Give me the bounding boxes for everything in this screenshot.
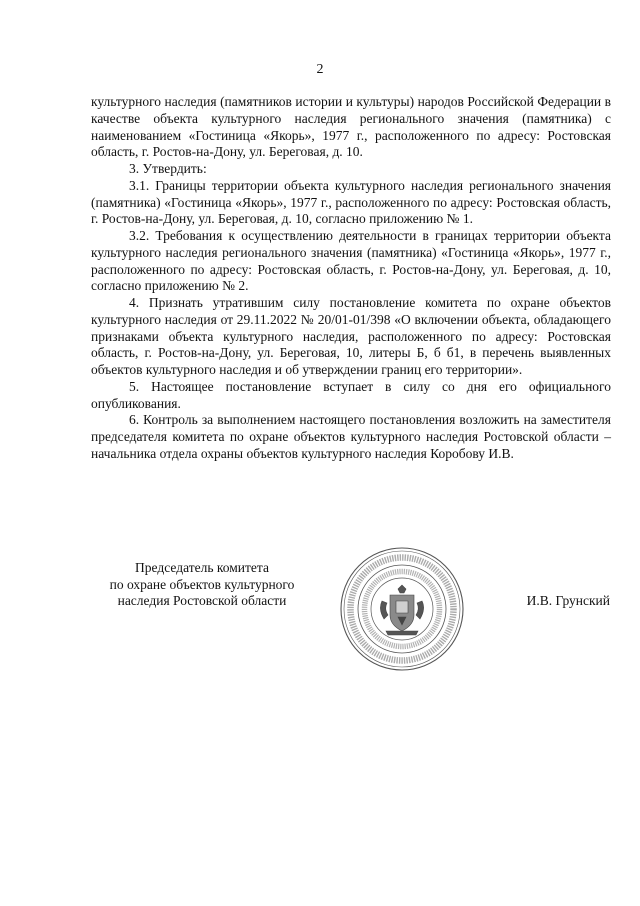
- paragraph-item-3: 3. Утвердить:: [129, 161, 207, 176]
- paragraph-item-3-1: 3.1. Границы территории объекта культурного наследия регионального значения (памятника) «Гостиница «Якорь», 1977 г., расположенного по адресу: Ростовская область, г. Ростов-на-Дону, ул. Береговая, д. 10, согласно приложению № 1.: [91, 177, 611, 227]
- paragraph-item-4: 4. Признать утратившим силу постановление комитета по охране объектов культурного наследия от 29.11.2022 № 20/01-01/398 «О включении объекта, обладающего признаками объекта культурного наследия, расположенного по адресу: Ростовская область, г. Ростов-на-Дону, ул. Береговая, 10, литеры Б, б б1, в перечень выявленных объектов культурного наследия и об утверждении границ его территории».: [91, 295, 611, 377]
- paragraph-item-6: 6. Контроль за выполнением настоящего постановления возложить на заместителя председателя комитета по охране объектов культурного наследия Ростовской области – начальника отдела охраны объектов культурного наследия Коробову И.В.: [91, 412, 611, 461]
- position-line-3: наследия Ростовской области: [117, 593, 287, 608]
- paragraph-item-5: 5. Настоящее постановление вступает в силу со дня его официального опубликования.: [91, 378, 611, 411]
- position-line-1: Председатель комитета: [135, 560, 269, 575]
- signatory-position: [88, 560, 316, 610]
- position-line-2: по охране объектов культурного: [109, 576, 295, 592]
- paragraph-continuation: культурного наследия (памятников истории и культуры) народов Российской Федерации в качестве объекта культурного наследия регионального значения (памятника) с наименованием «Гостиница «Якорь», 1977 г., расположенного по адресу: Ростовская область, г. Ростов-на-Дону, ул. Береговая, д. 10.: [91, 94, 611, 160]
- paragraph-item-3-2: 3.2. Требования к осуществлению деятельности в границах территории объекта культурного наследия регионального значения (памятника) «Гостиница «Якорь», 1977 г., расположенного по адресу: Ростовская область, г. Ростов-на-Дону, ул. Береговая, д. 10, согласно приложению № 2.: [91, 228, 611, 294]
- official-seal-icon: [338, 545, 466, 673]
- page-number: 2: [316, 62, 324, 77]
- signer-name: И.В. Грунский: [526, 593, 610, 608]
- document-body: [91, 94, 611, 463]
